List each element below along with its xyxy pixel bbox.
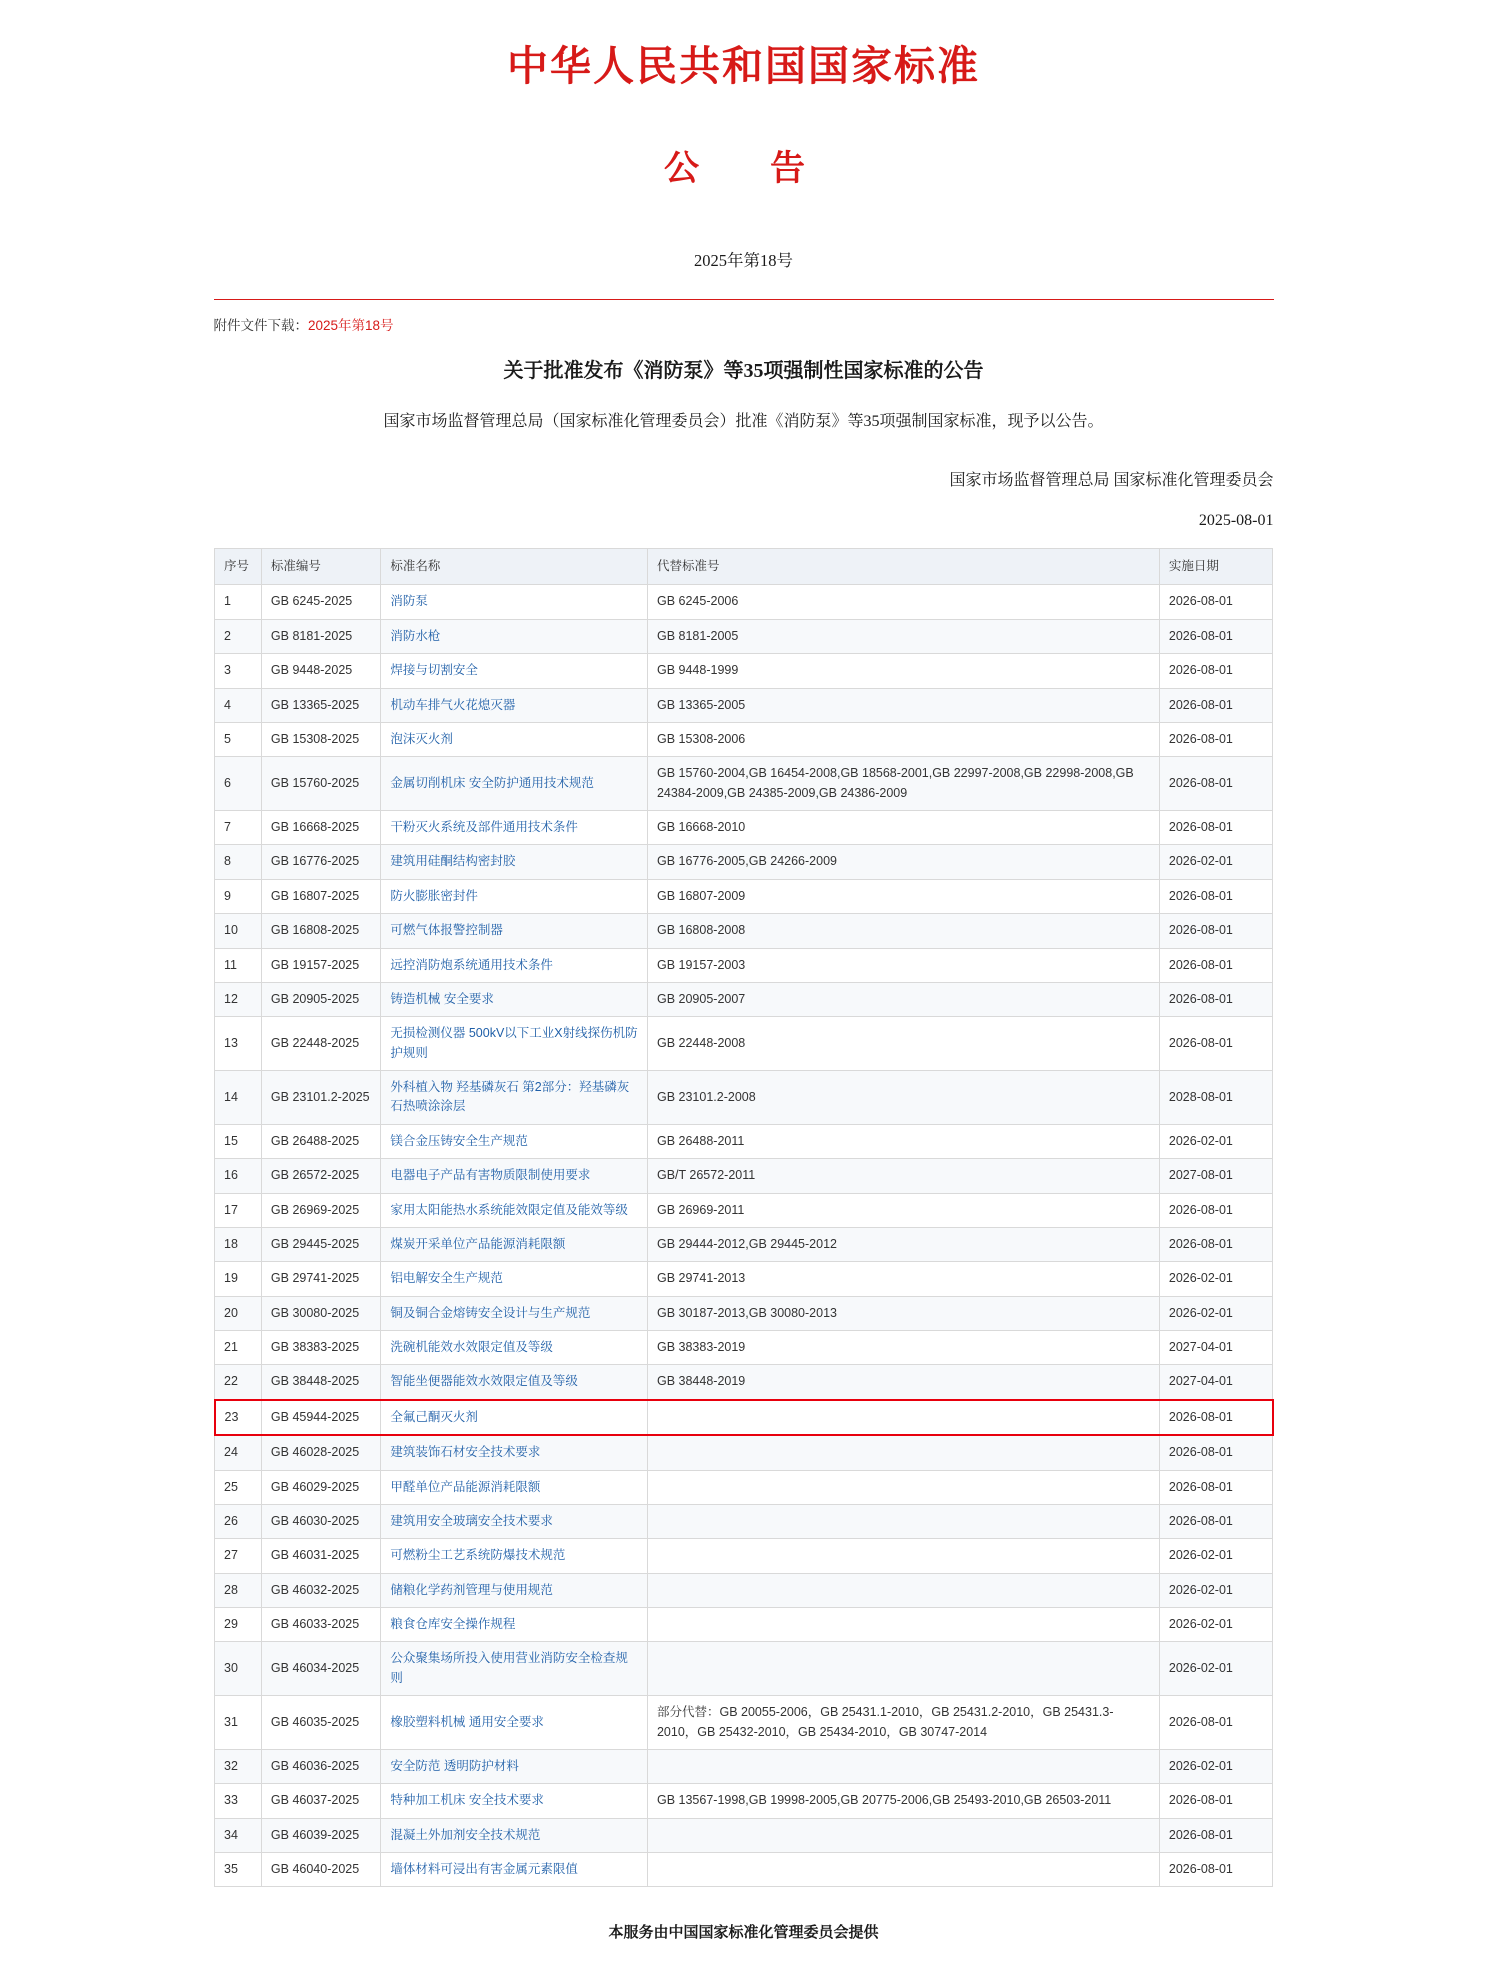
cell-standard-name[interactable]: 镁合金压铸安全生产规范 [381,1124,648,1158]
cell-effective-date: 2026-02-01 [1159,1608,1272,1642]
cell-replaced-code: GB 13567-1998,GB 19998-2005,GB 20775-2006,GB 25493-2010,GB 26503-2011 [647,1784,1159,1818]
cell-replaced-code [647,1642,1159,1696]
cell-effective-date: 2026-08-01 [1159,1818,1272,1852]
cell-effective-date: 2026-02-01 [1159,1642,1272,1696]
cell-standard-code: GB 13365-2025 [261,688,380,722]
cell-standard-name[interactable]: 甲醛单位产品能源消耗限额 [381,1470,648,1504]
table-row [215,1262,1273,1296]
table-row [215,1749,1273,1783]
cell-standard-name[interactable]: 防火膨胀密封件 [381,879,648,913]
cell-standard-code: GB 45944-2025 [261,1400,380,1435]
cell-replaced-code [647,1539,1159,1573]
cell-standard-code: GB 26969-2025 [261,1193,380,1227]
cell-standard-name[interactable]: 洗碗机能效水效限定值及等级 [381,1331,648,1365]
cell-index: 1 [215,585,262,619]
cell-index: 31 [215,1696,262,1750]
cell-standard-name[interactable]: 智能坐便器能效水效限定值及等级 [381,1365,648,1400]
cell-replaced-code [647,1818,1159,1852]
table-row [215,1642,1273,1696]
cell-standard-code: GB 46028-2025 [261,1435,380,1470]
cell-standard-name[interactable]: 橡胶塑料机械 通用安全要求 [381,1696,648,1750]
cell-index: 2 [215,619,262,653]
divider [214,299,1274,300]
table-row [215,1696,1273,1750]
cell-effective-date: 2026-08-01 [1159,1435,1272,1470]
table-row [215,1539,1273,1573]
cell-effective-date: 2026-08-01 [1159,948,1272,982]
cell-index: 10 [215,914,262,948]
cell-standard-name[interactable]: 无损检测仪器 500kV以下工业X射线探伤机防护规则 [381,1017,648,1071]
table-row [215,845,1273,879]
issue-number: 2025年第18号 [694,251,793,271]
cell-effective-date: 2026-08-01 [1159,757,1272,811]
table-row [215,757,1273,811]
table-row [215,1784,1273,1818]
cell-standard-code: GB 46033-2025 [261,1608,380,1642]
cell-standard-name[interactable]: 家用太阳能热水系统能效限定值及能效等级 [381,1193,648,1227]
cell-index: 19 [215,1262,262,1296]
cell-replaced-code [647,1435,1159,1470]
cell-replaced-code [647,1400,1159,1435]
cell-replaced-code: GB 29741-2013 [647,1262,1159,1296]
page-title: 中华人民共和国国家标准 [507,43,980,89]
cell-standard-code: GB 29445-2025 [261,1227,380,1261]
cell-replaced-code: GB 29444-2012,GB 29445-2012 [647,1227,1159,1261]
cell-standard-name[interactable]: 建筑装饰石材安全技术要求 [381,1435,648,1470]
cell-index: 4 [215,688,262,722]
cell-replaced-code: GB 16808-2008 [647,914,1159,948]
cell-index: 18 [215,1227,262,1261]
table-row [215,1504,1273,1538]
cell-standard-name[interactable]: 煤炭开采单位产品能源消耗限额 [381,1227,648,1261]
cell-standard-code: GB 46040-2025 [261,1853,380,1887]
cell-effective-date: 2026-08-01 [1159,1017,1272,1071]
cell-effective-date: 2026-08-01 [1159,654,1272,688]
table-row [215,1818,1273,1852]
cell-standard-name[interactable]: 焊接与切割安全 [381,654,648,688]
cell-index: 17 [215,1193,262,1227]
cell-standard-name[interactable]: 铸造机械 安全要求 [381,982,648,1016]
cell-index: 16 [215,1159,262,1193]
table-row [215,1470,1273,1504]
cell-replaced-code: GB 20905-2007 [647,982,1159,1016]
cell-standard-name[interactable]: 可燃粉尘工艺系统防爆技术规范 [381,1539,648,1573]
cell-standard-code: GB 46029-2025 [261,1470,380,1504]
cell-standard-code: GB 20905-2025 [261,982,380,1016]
cell-effective-date: 2027-04-01 [1159,1365,1272,1400]
cell-standard-name[interactable]: 铝电解安全生产规范 [381,1262,648,1296]
cell-index: 34 [215,1818,262,1852]
cell-standard-name[interactable]: 电器电子产品有害物质限制使用要求 [381,1159,648,1193]
cell-index: 11 [215,948,262,982]
cell-standard-code: GB 16808-2025 [261,914,380,948]
cell-effective-date: 2026-08-01 [1159,1470,1272,1504]
cell-index: 23 [215,1400,262,1435]
cell-effective-date: 2026-08-01 [1159,914,1272,948]
page-subtitle: 公 告 [663,149,823,189]
cell-standard-name[interactable]: 安全防范 透明防护材料 [381,1749,648,1783]
attachment-label: 附件文件下载： [213,318,308,334]
cell-replaced-code: GB 16807-2009 [647,879,1159,913]
cell-standard-code: GB 46030-2025 [261,1504,380,1538]
table-row [215,879,1273,913]
table-row [215,1124,1273,1158]
cell-effective-date: 2027-04-01 [1159,1331,1272,1365]
cell-effective-date: 2026-08-01 [1159,1853,1272,1887]
cell-index: 3 [215,654,262,688]
cell-replaced-code [647,1608,1159,1642]
table-row [215,948,1273,982]
cell-index: 15 [215,1124,262,1158]
cell-replaced-code: GB 9448-1999 [647,654,1159,688]
cell-effective-date: 2026-08-01 [1159,722,1272,756]
cell-replaced-code: GB/T 26572-2011 [647,1159,1159,1193]
table-body [215,585,1273,1887]
table-row [215,722,1273,756]
notice-signer: 国家市场监督管理总局 国家标准化管理委员会 [949,472,1274,490]
cell-standard-code: GB 38383-2025 [261,1331,380,1365]
cell-index: 35 [215,1853,262,1887]
col-header-code: 标准编号 [261,549,380,585]
table-row [215,811,1273,845]
cell-index: 8 [215,845,262,879]
cell-index: 28 [215,1573,262,1607]
cell-replaced-code: GB 22448-2008 [647,1017,1159,1071]
cell-effective-date: 2026-08-01 [1159,619,1272,653]
cell-standard-code: GB 30080-2025 [261,1296,380,1330]
cell-standard-code: GB 9448-2025 [261,654,380,688]
footer-note: 本服务由中国国家标准化管理委员会提供 [608,1924,879,1942]
cell-effective-date: 2027-08-01 [1159,1159,1272,1193]
cell-replaced-code: GB 19157-2003 [647,948,1159,982]
cell-effective-date: 2026-08-01 [1159,811,1272,845]
cell-index: 14 [215,1071,262,1125]
cell-effective-date: 2026-08-01 [1159,1504,1272,1538]
cell-standard-name[interactable]: 混凝土外加剂安全技术规范 [381,1818,648,1852]
cell-standard-code: GB 26488-2025 [261,1124,380,1158]
table-row [215,982,1273,1016]
cell-index: 12 [215,982,262,1016]
notice-body: 国家市场监督管理总局（国家标准化管理委员会）批准《消防泵》等35项强制国家标准，现予以公告。 [383,413,1104,431]
cell-effective-date: 2026-02-01 [1159,1124,1272,1158]
cell-effective-date: 2026-08-01 [1159,1227,1272,1261]
standards-table [214,548,1274,1887]
cell-replaced-code: GB 8181-2005 [647,619,1159,653]
cell-effective-date: 2026-02-01 [1159,1539,1272,1573]
cell-effective-date: 2026-02-01 [1159,1749,1272,1783]
table-header-row [215,549,1273,585]
cell-standard-code: GB 26572-2025 [261,1159,380,1193]
content-container [214,0,1274,1942]
cell-standard-code: GB 46034-2025 [261,1642,380,1696]
cell-index: 20 [215,1296,262,1330]
cell-index: 21 [215,1331,262,1365]
cell-index: 33 [215,1784,262,1818]
cell-index: 13 [215,1017,262,1071]
cell-standard-code: GB 16807-2025 [261,879,380,913]
table-row [215,1159,1273,1193]
cell-standard-code: GB 23101.2-2025 [261,1071,380,1125]
cell-replaced-code: GB 16668-2010 [647,811,1159,845]
cell-replaced-code: GB 38383-2019 [647,1331,1159,1365]
cell-standard-name[interactable]: 可燃气体报警控制器 [381,914,648,948]
cell-effective-date: 2026-08-01 [1159,1696,1272,1750]
cell-index: 22 [215,1365,262,1400]
cell-standard-name[interactable]: 储粮化学药剂管理与使用规范 [381,1573,648,1607]
cell-standard-code: GB 16668-2025 [261,811,380,845]
cell-standard-code: GB 19157-2025 [261,948,380,982]
cell-effective-date: 2026-02-01 [1159,845,1272,879]
table-header [215,549,1273,585]
notice-date: 2025-08-01 [1198,512,1274,530]
cell-effective-date: 2026-08-01 [1159,879,1272,913]
cell-standard-code: GB 46037-2025 [261,1784,380,1818]
table-row [215,1365,1273,1400]
cell-standard-code: GB 15308-2025 [261,722,380,756]
cell-standard-name[interactable]: 消防水枪 [381,619,648,653]
cell-standard-name[interactable]: 公众聚集场所投入使用营业消防安全检查规则 [381,1642,648,1696]
cell-replaced-code: GB 30187-2013,GB 30080-2013 [647,1296,1159,1330]
cell-effective-date: 2026-08-01 [1159,1400,1272,1435]
table-row [215,1071,1273,1125]
cell-replaced-code: GB 13365-2005 [647,688,1159,722]
cell-effective-date: 2026-02-01 [1159,1573,1272,1607]
cell-index: 24 [215,1435,262,1470]
cell-standard-name[interactable]: 建筑用安全玻璃安全技术要求 [381,1504,648,1538]
table-row [215,585,1273,619]
cell-replaced-code [647,1573,1159,1607]
table-row [215,654,1273,688]
col-header-replaced: 代替标准号 [647,549,1159,585]
cell-standard-code: GB 46036-2025 [261,1749,380,1783]
col-header-date: 实施日期 [1159,549,1272,585]
cell-effective-date: 2026-08-01 [1159,585,1272,619]
cell-standard-code: GB 46032-2025 [261,1573,380,1607]
cell-standard-name[interactable]: 建筑用硅酮结构密封胶 [381,845,648,879]
cell-index: 29 [215,1608,262,1642]
cell-standard-code: GB 38448-2025 [261,1365,380,1400]
cell-replaced-code [647,1470,1159,1504]
cell-effective-date: 2028-08-01 [1159,1071,1272,1125]
cell-standard-code: GB 8181-2025 [261,619,380,653]
cell-replaced-code: GB 38448-2019 [647,1365,1159,1400]
table-row [215,914,1273,948]
cell-replaced-code: GB 23101.2-2008 [647,1071,1159,1125]
cell-index: 5 [215,722,262,756]
cell-standard-name[interactable]: 机动车排气火花熄灭器 [381,688,648,722]
cell-index: 30 [215,1642,262,1696]
table-row [215,1853,1273,1887]
cell-standard-name[interactable]: 全氟己酮灭火剂 [381,1400,648,1435]
cell-replaced-code: GB 6245-2006 [647,585,1159,619]
cell-effective-date: 2026-08-01 [1159,1784,1272,1818]
cell-standard-name[interactable]: 特种加工机床 安全技术要求 [381,1784,648,1818]
cell-standard-code: GB 16776-2025 [261,845,380,879]
table-row [215,619,1273,653]
cell-effective-date: 2026-02-01 [1159,1296,1272,1330]
cell-replaced-code: GB 26488-2011 [647,1124,1159,1158]
cell-index: 9 [215,879,262,913]
cell-standard-name[interactable]: 远控消防炮系统通用技术条件 [381,948,648,982]
cell-effective-date: 2026-02-01 [1159,1262,1272,1296]
table-row [215,1331,1273,1365]
table-row [215,1573,1273,1607]
cell-standard-code: GB 46031-2025 [261,1539,380,1573]
cell-index: 26 [215,1504,262,1538]
table-row [215,1017,1273,1071]
col-header-name: 标准名称 [381,549,648,585]
cell-replaced-code: GB 15308-2006 [647,722,1159,756]
cell-standard-name[interactable]: 墙体材料可浸出有害金属元素限值 [381,1853,648,1887]
cell-replaced-code: GB 16776-2005,GB 24266-2009 [647,845,1159,879]
cell-effective-date: 2026-08-01 [1159,688,1272,722]
cell-standard-name[interactable]: 金属切削机床 安全防护通用技术规范 [381,757,648,811]
cell-standard-code: GB 15760-2025 [261,757,380,811]
cell-replaced-code: GB 15760-2004,GB 16454-2008,GB 18568-2001,GB 22997-2008,GB 22998-2008,GB 24384-2009,GB 24385-2009,GB 24386-2009 [647,757,1159,811]
cell-replaced-code: GB 26969-2011 [647,1193,1159,1227]
table-row [215,1193,1273,1227]
table-row [215,688,1273,722]
cell-standard-code: GB 46035-2025 [261,1696,380,1750]
cell-effective-date: 2026-08-01 [1159,1193,1272,1227]
attachment-download-link[interactable]: 2025年第18号 [308,318,394,334]
cell-standard-name[interactable]: 消防泵 [381,585,648,619]
cell-standard-code: GB 6245-2025 [261,585,380,619]
cell-replaced-code [647,1504,1159,1538]
cell-standard-name[interactable]: 干粉灭火系统及部件通用技术条件 [381,811,648,845]
table-row [215,1608,1273,1642]
cell-standard-name[interactable]: 粮食仓库安全操作规程 [381,1608,648,1642]
cell-index: 27 [215,1539,262,1573]
table-row [215,1227,1273,1261]
cell-standard-code: GB 29741-2025 [261,1262,380,1296]
notice-title: 关于批准发布《消防泵》等35项强制性国家标准的公告 [503,360,984,383]
cell-replaced-code [647,1749,1159,1783]
attachment-row [214,314,1274,334]
cell-standard-code: GB 46039-2025 [261,1818,380,1852]
cell-index: 7 [215,811,262,845]
cell-standard-code: GB 22448-2025 [261,1017,380,1071]
cell-standard-name[interactable]: 铜及铜合金熔铸安全设计与生产规范 [381,1296,648,1330]
cell-index: 6 [215,757,262,811]
cell-index: 32 [215,1749,262,1783]
table-row [215,1400,1273,1435]
table-row [215,1435,1273,1470]
cell-replaced-code [647,1853,1159,1887]
cell-replaced-code: 部分代替：GB 20055-2006，GB 25431.1-2010，GB 25431.2-2010，GB 25431.3-2010，GB 25432-2010，GB 25434-2010，GB 30747-2014 [647,1696,1159,1750]
cell-standard-name[interactable]: 外科植入物 羟基磷灰石 第2部分：羟基磷灰石热喷涂涂层 [381,1071,648,1125]
table-row [215,1296,1273,1330]
col-header-index: 序号 [215,549,262,585]
cell-standard-name[interactable]: 泡沫灭火剂 [381,722,648,756]
cell-index: 25 [215,1470,262,1504]
cell-effective-date: 2026-08-01 [1159,982,1272,1016]
